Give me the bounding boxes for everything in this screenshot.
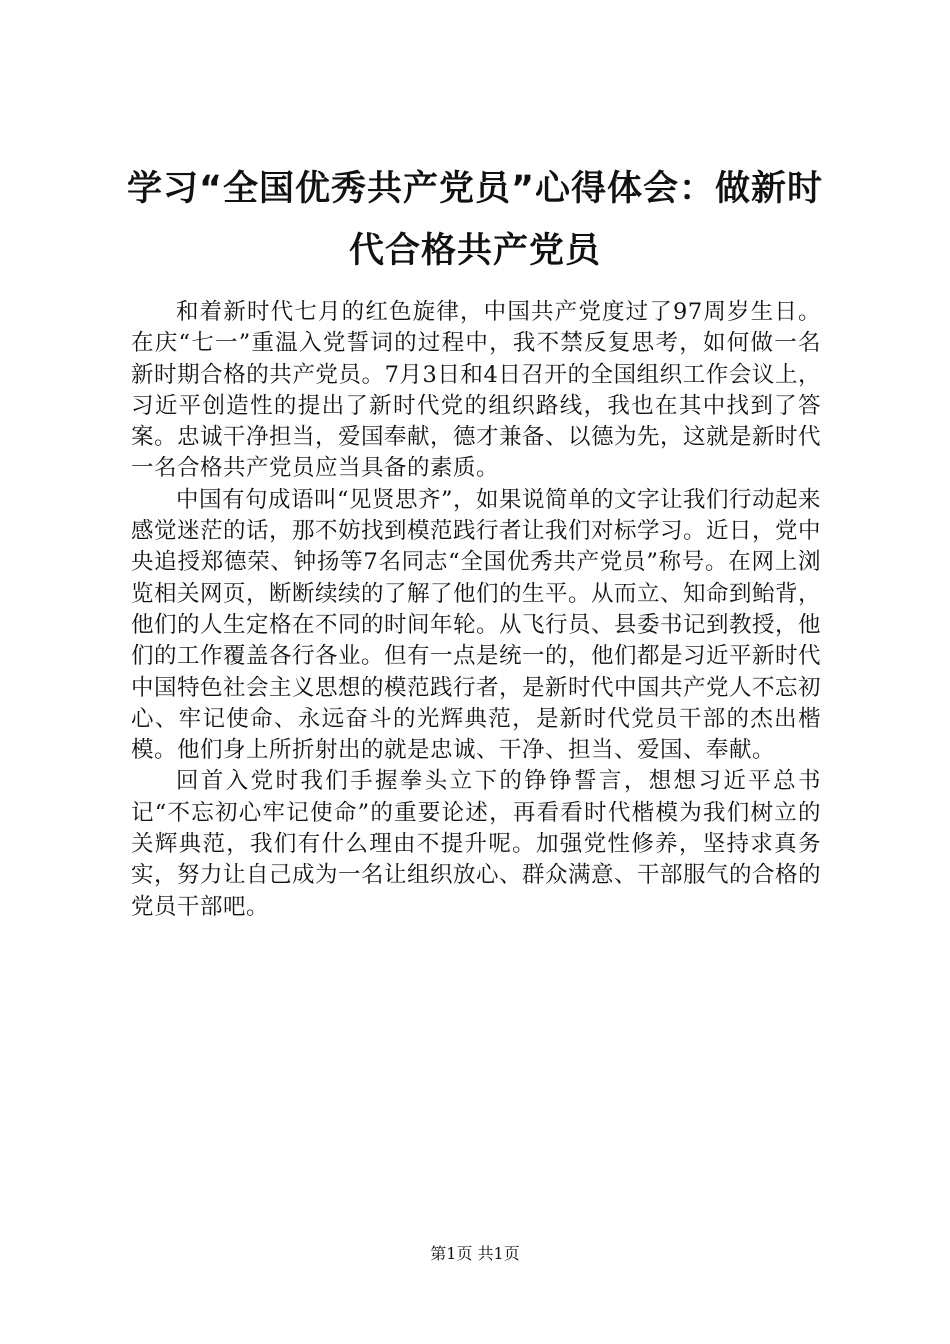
body-paragraph-1: 和着新时代七月的红色旋律，中国共产党度过了97周岁生日。在庆“七一”重温入党誓词的过程中，我不禁反复思考，如何做一名新时期合格的共产党员。7月3日和4日召开的全国组织工作会议上，习近平创造性的提出了新时代党的组织路线，我也在其中找到了答案。忠诚干净担当，爱国奉献，德才兼备、以德为先，这就是新时代一名合格共产党员应当具备的素质。 xyxy=(131,299,822,482)
document-title: 学习“全国优秀共产党员”心得体会：做新时代合格共产党员 xyxy=(126,169,823,271)
body-paragraph-3: 回首入党时我们手握拳头立下的铮铮誓言，想想习近平总书记“不忘初心牢记使命”的重要论述，再看看时代楷模为我们树立的关辉典范，我们有什么理由不提升呢。加强党性修养，坚持求真务实，努力让自己成为一名让组织放心、群众满意、干部服气的合格的党员干部吧。 xyxy=(131,768,822,920)
body-paragraph-2: 中国有句成语叫“见贤思齐”，如果说简单的文字让我们行动起来感觉迷茫的话，那不妨找到模范践行者让我们对标学习。近日，党中央追授郑德荣、钟扬等7名同志“全国优秀共产党员”称号。在网上浏览相关网页，断断续续的了解了他们的生平。从而立、知命到鲐背，他们的人生定格在不同的时间年轮。从飞行员、县委书记到教授，他们的工作覆盖各行各业。但有一点是统一的，他们都是习近平新时代中国特色社会主义思想的模范践行者，是新时代中国共产党人不忘初心、牢记使命、永远奋斗的光辉典范，是新时代党员干部的杰出楷模。他们身上所折射出的就是忠诚、干净、担当、爱国、奉献。 xyxy=(131,486,822,764)
page-footer: 第1页 共1页 xyxy=(430,1244,520,1263)
document-body xyxy=(131,297,821,923)
